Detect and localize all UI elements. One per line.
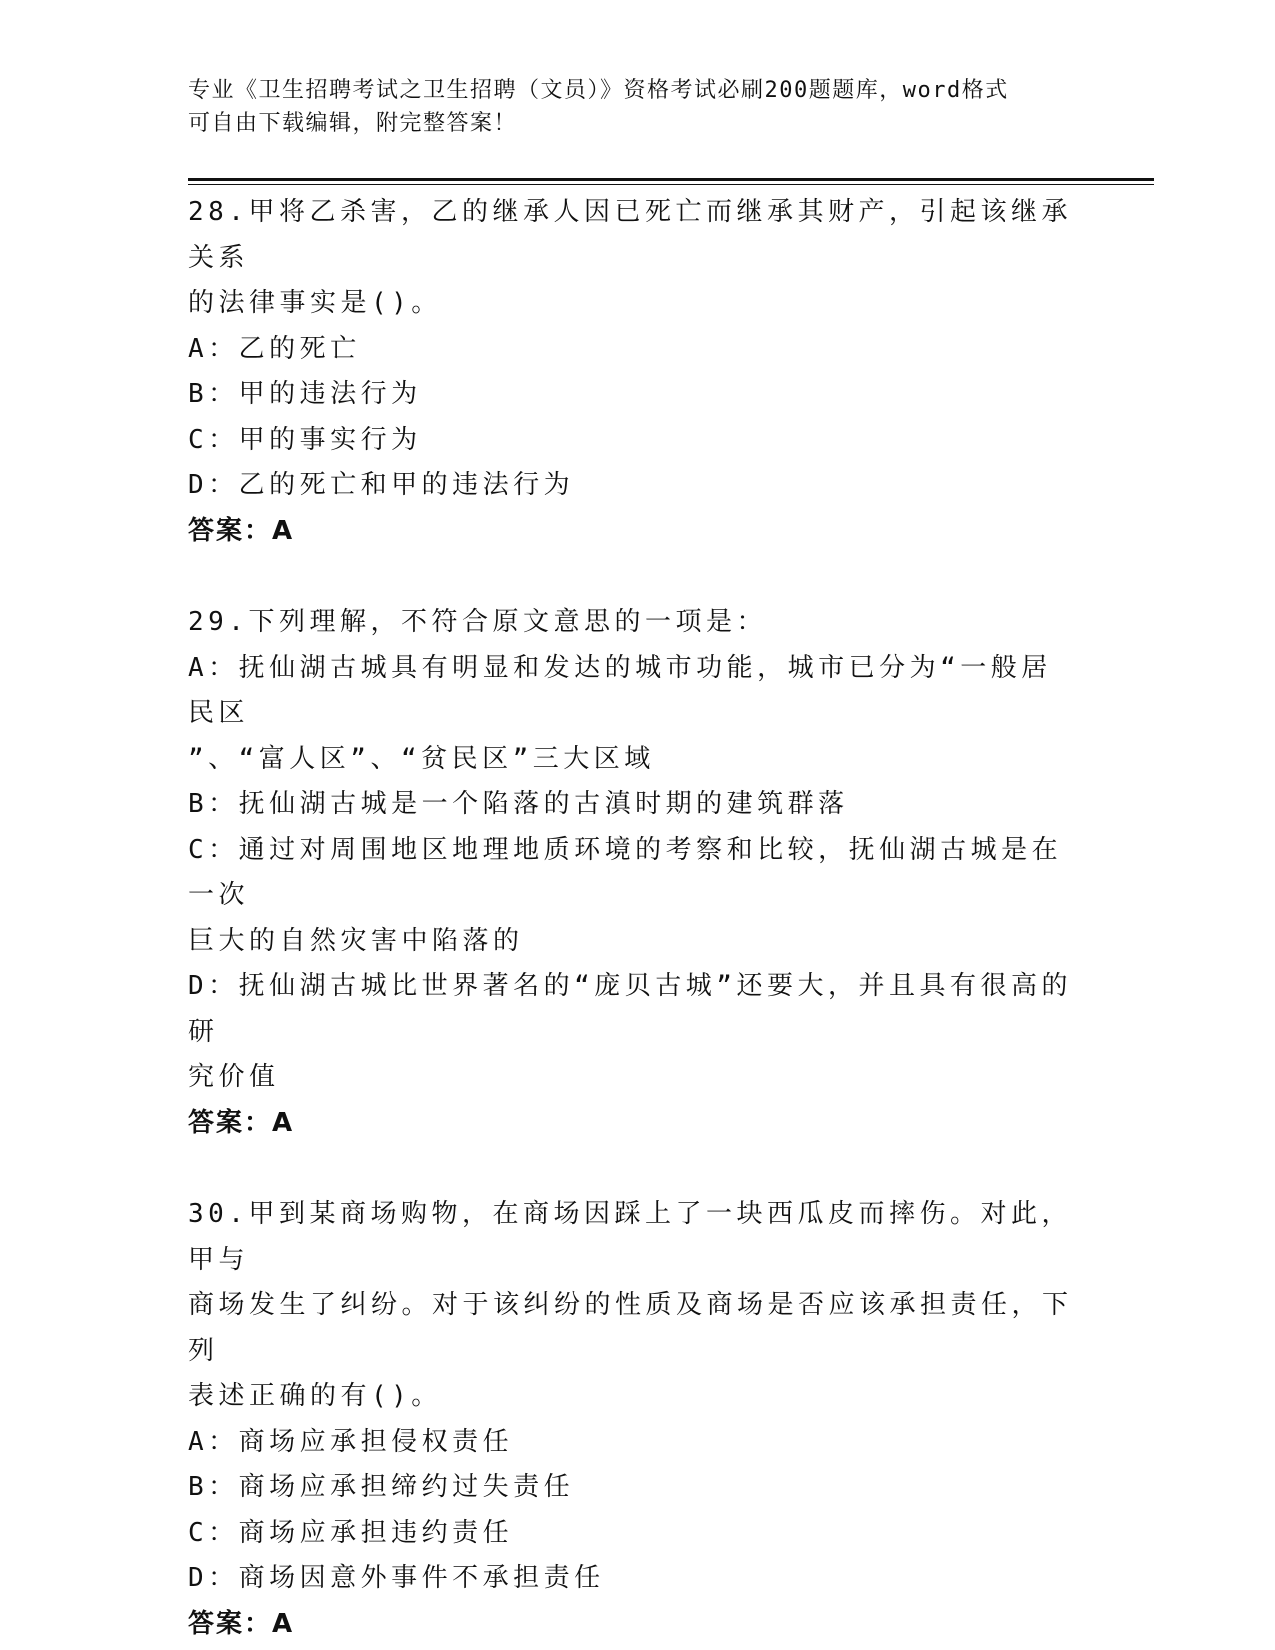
option-d: D：乙的死亡和甲的违法行为 [188, 470, 575, 500]
option-c: C：通过对周围地区地理地质环境的考察和比较，抚仙湖古城是在一次 [188, 834, 1063, 910]
question-stem-line: 28.甲将乙杀害，乙的继承人因已死亡而继承其财产，引起该继承关系 [188, 197, 1072, 273]
header-divider-thin [188, 184, 1154, 185]
question-29 [188, 600, 1078, 1146]
option-d: D：抚仙湖古城比世界著名的“庞贝古城”还要大，并且具有很高的研 [188, 971, 1072, 1047]
header-divider-thick [188, 178, 1154, 181]
option-c: C：甲的事实行为 [188, 424, 422, 455]
question-stem-line: 商场发生了纠纷。对于该纠纷的性质及商场是否应该承担责任，下列 [188, 1290, 1073, 1366]
option-a: A：乙的死亡 [188, 333, 361, 364]
option-b: B：抚仙湖古城是一个陷落的古滇时期的建筑群落 [188, 789, 849, 819]
header-line-2: 可自由下载编辑，附完整答案！ [188, 111, 518, 136]
header-line-1: 专业《卫生招聘考试之卫生招聘（文员）》资格考试必刷200题题库，word格式 [188, 78, 1009, 103]
answer-label: 答案：A [188, 515, 295, 546]
option-a: A：抚仙湖古城具有明显和发达的城市功能，城市已分为“一般居民区 [188, 652, 1052, 728]
answer-label: 答案：A [188, 1107, 295, 1138]
option-a: A：商场应承担侵权责任 [188, 1426, 514, 1457]
option-c: C：商场应承担违约责任 [188, 1517, 514, 1548]
question-stem-line: 表述正确的有()。 [188, 1381, 442, 1411]
answer-label: 答案：A [188, 1608, 295, 1639]
option-a-continued: ”、“富人区”、“贫民区”三大区域 [188, 743, 655, 774]
document-header [188, 74, 1068, 140]
question-stem-line: 29.下列理解，不符合原文意思的一项是： [188, 607, 767, 637]
question-list [188, 190, 1078, 1647]
question-stem-line: 30.甲到某商场购物，在商场因踩上了一块西瓜皮而摔伤。对此，甲与 [188, 1199, 1072, 1275]
option-d-continued: 究价值 [188, 1062, 280, 1092]
option-c-continued: 巨大的自然灾害中陷落的 [188, 925, 524, 956]
question-30 [188, 1192, 1078, 1647]
question-28 [188, 190, 1078, 554]
question-stem-line: 的法律事实是()。 [188, 288, 442, 318]
option-d: D：商场因意外事件不承担责任 [188, 1563, 605, 1593]
option-b: B：甲的违法行为 [188, 379, 422, 409]
option-b: B：商场应承担缔约过失责任 [188, 1472, 575, 1502]
